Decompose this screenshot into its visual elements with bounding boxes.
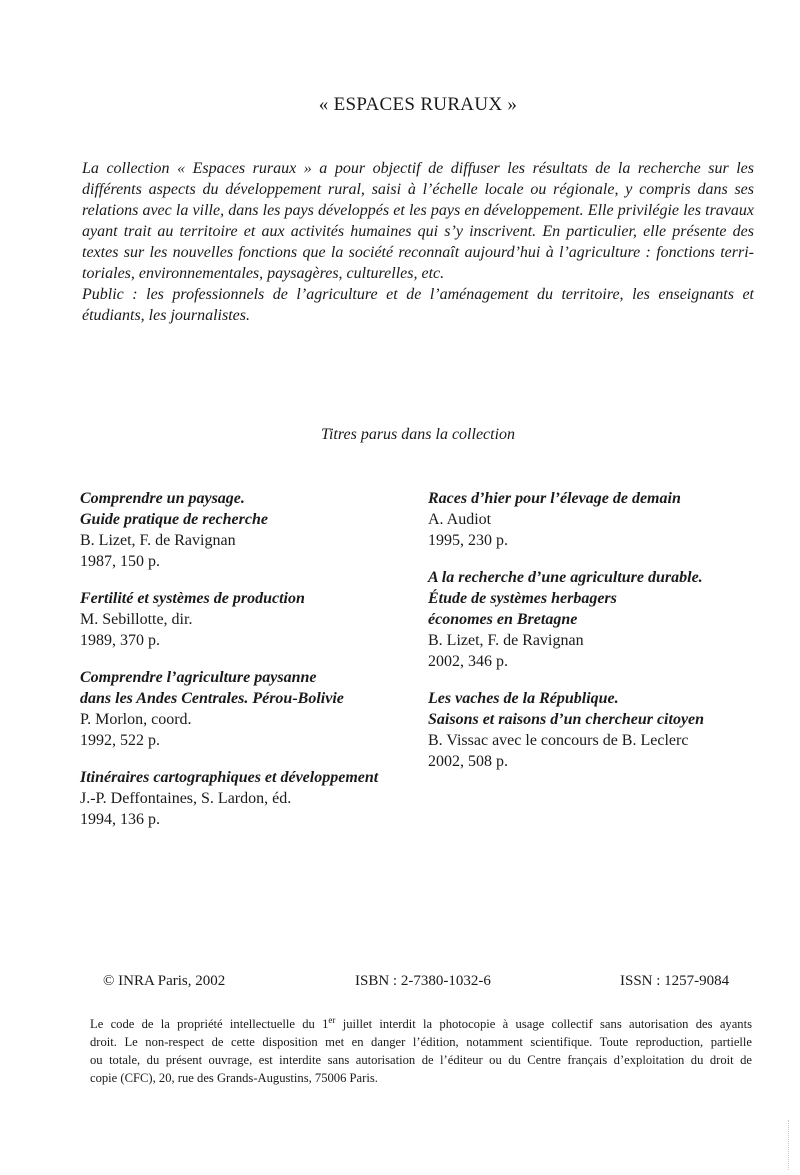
scan-edge-mark: [788, 1120, 795, 1170]
book-title: Comprendre l’agriculture paysanne: [80, 669, 317, 686]
book-author: B. Vissac avec le concours de B. Leclerc: [428, 732, 689, 749]
intro-line: La collection « Espaces ruraux » a pour objectif de diffuser les résultats de la recherche sur les: [82, 160, 754, 177]
isbn: ISBN : 2-7380-1032-6: [355, 973, 491, 989]
book-author: A. Audiot: [428, 511, 492, 528]
book-title: Races d’hier pour l’élevage de demain: [428, 490, 681, 507]
book-entry: [428, 688, 768, 772]
legal-line: ou totale, du présent ouvrage, est interdite sans autorisation de l’éditeur ou du Centre français d’exploitation du droit de: [90, 1053, 752, 1067]
book-publication: 2002, 346 p.: [428, 653, 508, 670]
legal-line: droit. Le non-respect de cette disposition met en danger l’édition, notamment scientifique. Toute reproduction, partielle: [90, 1035, 752, 1049]
legal-text: juillet interdit la photocopie à usage collectif sans autorisation des ayants: [335, 1017, 753, 1031]
titles-heading: Titres parus dans la collection: [320, 426, 516, 443]
book-author: M. Sebillotte, dir.: [80, 611, 193, 628]
book-title: Étude de systèmes herbagers: [428, 590, 617, 607]
public-line: Public : les professionnels de l’agriculture et de l’aménagement du territoire, les enseignants et: [82, 286, 754, 303]
legal-notice: [90, 1015, 752, 1087]
book-publication: 2002, 508 p.: [428, 753, 508, 770]
intro-line: ayant trait au territoire et aux activités humaines qui s’y inscrivent. En particulier, elle présente des: [82, 223, 754, 240]
legal-line: [90, 1015, 752, 1033]
book-entry: [80, 667, 420, 751]
series-title: « ESPACES RURAUX »: [318, 94, 518, 115]
book-title: Saisons et raisons d’un chercheur citoyen: [428, 711, 705, 728]
book-entry: [80, 588, 420, 651]
intro-line: textes sur les nouvelles fonctions que la société reconnaît aujourd’hui à l’agriculture : fonctions terri-: [82, 244, 754, 261]
intro-line: différents aspects du développement rural, saisi à l’échelle locale ou régionale, y compris dans ses: [82, 181, 754, 198]
book-entry: [428, 488, 768, 551]
legal-text: Le code de la propriété intellectuelle du 1: [90, 1017, 329, 1031]
book-title: Guide pratique de recherche: [80, 511, 268, 528]
legal-line: copie (CFC), 20, rue des Grands-Augustins, 75006 Paris.: [90, 1071, 378, 1085]
book-entry: [428, 567, 768, 672]
book-title: économes en Bretagne: [428, 611, 578, 628]
book-title: Fertilité et systèmes de production: [80, 590, 305, 607]
books-left-column: [80, 488, 420, 846]
intro-line: relations avec la ville, dans les pays développés et les pays en développement. Elle privilégie les travaux: [82, 202, 754, 219]
book-author: B. Lizet, F. de Ravignan: [80, 532, 236, 549]
intro-line: toriales, environnementales, paysagères, culturelles, etc.: [82, 265, 445, 282]
book-author: B. Lizet, F. de Ravignan: [428, 632, 584, 649]
book-title: dans les Andes Centrales. Pérou-Bolivie: [80, 690, 344, 707]
book-author: P. Morlon, coord.: [80, 711, 192, 728]
public-line: étudiants, les journalistes.: [82, 307, 250, 324]
book-publication: 1989, 370 p.: [80, 632, 160, 649]
book-title: Itinéraires cartographiques et développement: [80, 769, 379, 786]
book-title: Les vaches de la République.: [428, 690, 619, 707]
book-author: J.-P. Deffontaines, S. Lardon, éd.: [80, 790, 292, 807]
book-entry: [80, 767, 420, 830]
collection-description: [82, 158, 754, 326]
legal-superscript: er: [328, 1014, 336, 1025]
book-publication: 1992, 522 p.: [80, 732, 160, 749]
book-entry: [80, 488, 420, 572]
book-publication: 1994, 136 p.: [80, 811, 160, 828]
issn: ISSN : 1257-9084: [620, 973, 730, 989]
book-publication: 1987, 150 p.: [80, 553, 160, 570]
book-publication: 1995, 230 p.: [428, 532, 508, 549]
book-title: A la recherche d’une agriculture durable.: [428, 569, 703, 586]
copyright: © INRA Paris, 2002: [103, 973, 226, 989]
book-title: Comprendre un paysage.: [80, 490, 245, 507]
books-right-column: [428, 488, 768, 788]
